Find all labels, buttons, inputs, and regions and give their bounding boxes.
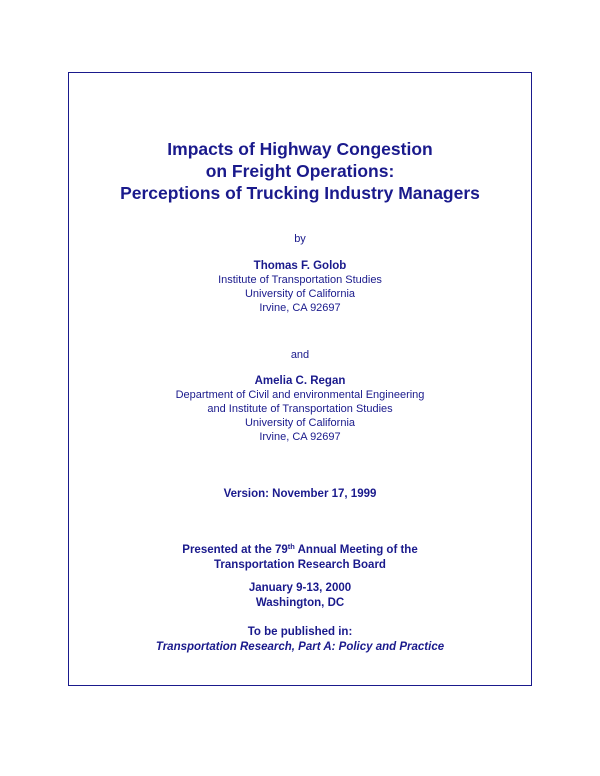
presented-line-1 (68, 543, 532, 558)
event-info (68, 581, 532, 611)
presented-at (68, 543, 532, 573)
publication-journal: Transportation Research, Part A: Policy and Practice (155, 641, 445, 653)
ordinal-suffix: th (287, 542, 295, 551)
author-affiliation-line: Irvine, CA 92697 (259, 431, 341, 443)
author-affiliation-line: Department of Civil and environmental Engineering (175, 389, 425, 401)
version-date: Version: November 17, 1999 (223, 488, 377, 500)
author-name: Amelia C. Regan (254, 375, 346, 387)
event-dates: January 9-13, 2000 (248, 582, 352, 594)
by-text: by (294, 233, 306, 245)
author-block-regan (68, 374, 532, 444)
publication-label: To be published in: (247, 626, 353, 638)
presented-prefix: Presented at the 79 (182, 544, 288, 556)
title-line-1: Impacts of Highway Congestion (167, 139, 433, 159)
author-affiliation-line: University of California (244, 288, 356, 300)
publication-info (68, 625, 532, 655)
author-block-golob (68, 259, 532, 315)
author-name: Thomas F. Golob (253, 260, 347, 272)
event-location: Washington, DC (255, 597, 345, 609)
paper-title (68, 138, 532, 204)
author-affiliation-line: and Institute of Transportation Studies (207, 403, 393, 415)
author-affiliation-line: Irvine, CA 92697 (259, 302, 341, 314)
title-line-2: on Freight Operations: (205, 161, 395, 181)
presented-line-2: Transportation Research Board (214, 559, 386, 571)
author-affiliation-line: Institute of Transportation Studies (218, 274, 382, 286)
author-affiliation-line: University of California (244, 417, 356, 429)
title-line-3: Perceptions of Trucking Industry Managers (120, 183, 480, 203)
presented-suffix: Annual Meeting of the (294, 544, 418, 556)
and-text: and (290, 349, 310, 361)
